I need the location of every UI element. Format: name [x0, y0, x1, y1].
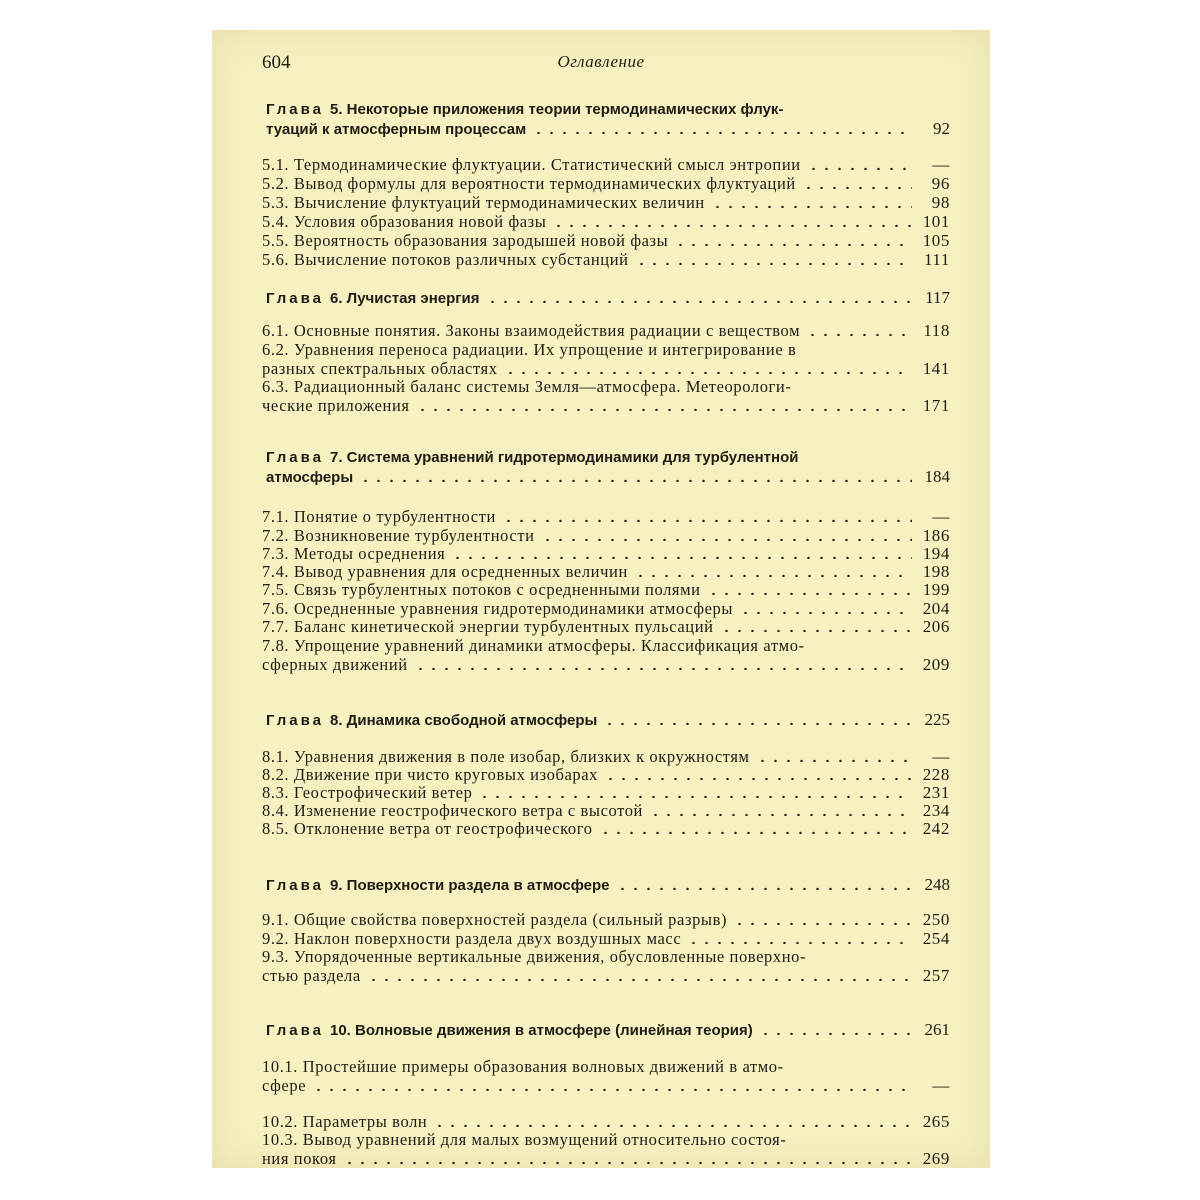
entry-page: 199	[922, 580, 950, 599]
dot-leader	[603, 713, 912, 725]
dot-leader	[504, 362, 912, 374]
dot-leader	[756, 750, 912, 762]
entry-page: 231	[922, 783, 950, 802]
chapter-title: 6. Лучистая энергия	[330, 290, 480, 307]
dot-leader	[634, 565, 912, 577]
spacer	[811, 639, 944, 651]
entry-line	[262, 637, 950, 656]
entry-line	[262, 194, 950, 213]
chapter-heading[interactable]	[266, 710, 950, 730]
toc-entry[interactable]	[262, 232, 950, 251]
running-title: Оглавление	[557, 52, 645, 71]
spacer	[812, 950, 944, 962]
chapter-title: 7. Система уравнений гидротермодинамики для турбулентной	[330, 449, 799, 466]
dot-leader	[687, 932, 912, 944]
dot-leader	[802, 177, 912, 189]
toc-entry[interactable]	[262, 508, 950, 527]
entry-page: 98	[931, 193, 950, 212]
entry-line	[262, 784, 950, 803]
entry-line	[262, 545, 950, 564]
chapter-prefix: Глава	[266, 1022, 324, 1039]
entry-title: 5.4. Условия образования новой фазы	[262, 212, 547, 231]
spacer	[792, 1133, 944, 1145]
toc-entry[interactable]	[262, 194, 950, 213]
entry-title: 5.1. Термодинамические флуктуации. Статистический смысл энтропии	[262, 155, 801, 174]
chapter-page: 92	[933, 119, 950, 138]
spacer	[797, 380, 944, 392]
toc-entry[interactable]	[262, 156, 950, 175]
entry-line	[262, 508, 950, 527]
entry-page: 206	[922, 617, 950, 636]
chapter-line	[266, 100, 950, 119]
entry-title: 5.2. Вывод формулы для вероятности термодинамических флуктуаций	[262, 174, 796, 193]
entry-line	[262, 967, 950, 986]
entry-title: 5.3. Вычисление флуктуаций термодинамических величин	[262, 193, 705, 212]
entry-title: 8.3. Геострофический ветер	[262, 783, 473, 802]
toc-entry[interactable]	[262, 911, 950, 930]
entry-title: 9.2. Наклон поверхности раздела двух воздушных масс	[262, 929, 682, 948]
entry-line	[262, 1077, 950, 1096]
entry-line	[262, 360, 950, 379]
entry-page: 96	[931, 174, 950, 193]
dot-leader	[359, 470, 912, 482]
dot-leader	[451, 547, 912, 559]
entry-page: 269	[922, 1148, 950, 1168]
entry-title: 10.1. Простейшие примеры образования волновых движений в атмо-	[262, 1057, 784, 1076]
entry-title: разных спектральных областях	[262, 358, 498, 378]
entry-page: 257	[922, 965, 950, 985]
entry-line	[262, 397, 950, 416]
dot-leader	[616, 878, 913, 890]
entry-title: 7.5. Связь турбулентных потоков с осредненными полями	[262, 580, 701, 599]
entry-title: 8.1. Уравнения движения в поле изобар, близких к окружностям	[262, 747, 750, 766]
chapter-title: 5. Некоторые приложения теории термодинамических флук-	[330, 101, 784, 118]
entry-line	[262, 251, 950, 270]
entry-line	[262, 748, 950, 767]
entry-title: 9.1. Общие свойства поверхностей раздела (сильный разрыв)	[262, 910, 728, 929]
chapter-title: 10. Волновые движения в атмосфере (линейная теория)	[330, 1022, 753, 1039]
entry-page: 111	[923, 250, 950, 269]
entry-page: 265	[922, 1112, 950, 1131]
entry-title: сферных движений	[262, 654, 408, 674]
chapter-title: атмосферы	[266, 469, 354, 486]
toc-entry[interactable]	[262, 527, 950, 546]
entry-title: 6.1. Основные понятия. Законы взаимодействия радиации с веществом	[262, 321, 801, 340]
chapter-page: 184	[924, 467, 950, 486]
entry-title: 7.6. Осредненные уравнения гидротермодинамики атмосферы	[262, 599, 734, 618]
dot-leader	[739, 602, 912, 614]
dot-leader	[759, 1023, 912, 1035]
entry-line	[262, 213, 950, 232]
entry-page: 118	[923, 321, 950, 340]
dot-leader	[541, 529, 912, 541]
dot-leader	[433, 1115, 912, 1127]
entry-line	[262, 581, 950, 600]
chapter-heading[interactable]	[266, 875, 950, 895]
toc-entry[interactable]	[262, 784, 950, 803]
toc-entry[interactable]	[262, 600, 950, 619]
toc-entry[interactable]	[262, 341, 950, 378]
entry-line	[262, 802, 950, 821]
book-page	[212, 30, 990, 1168]
entry-title: 8.5. Отклонение ветра от геострофического	[262, 819, 593, 838]
entry-line	[262, 948, 950, 967]
toc-entry[interactable]	[262, 175, 950, 194]
entry-line	[262, 341, 950, 360]
dot-leader	[478, 786, 912, 798]
chapter-page: 225	[924, 710, 950, 729]
entry-page: 234	[922, 801, 950, 820]
chapter-prefix: Глава	[266, 101, 324, 118]
chapter-heading[interactable]	[266, 1020, 950, 1040]
toc-entry[interactable]	[262, 378, 950, 415]
entry-title: сфере	[262, 1075, 307, 1095]
entry-page: 198	[922, 562, 950, 581]
entry-title: 10.2. Параметры волн	[262, 1112, 428, 1131]
dot-leader	[733, 913, 912, 925]
chapter-page: 261	[924, 1020, 950, 1039]
page-number: 604	[262, 52, 291, 73]
toc-entry[interactable]	[262, 802, 950, 821]
toc-entry[interactable]	[262, 1131, 950, 1168]
toc-entry[interactable]	[262, 766, 950, 785]
entry-line	[262, 911, 950, 930]
entry-page: 105	[922, 231, 950, 250]
toc-entry[interactable]	[262, 1113, 950, 1132]
entry-line	[262, 930, 950, 949]
entry-page: 101	[922, 212, 950, 231]
entry-line	[262, 766, 950, 785]
toc-entry[interactable]	[262, 820, 950, 839]
entry-title: 7.8. Упрощение уравнений динамики атмосферы. Классификация атмо-	[262, 636, 805, 655]
chapter-line	[266, 875, 950, 895]
dot-leader	[720, 620, 912, 632]
toc-entry[interactable]	[262, 322, 950, 341]
toc-entry[interactable]	[262, 930, 950, 949]
dot-leader	[649, 804, 912, 816]
entry-page: 171	[922, 395, 950, 415]
toc-entry[interactable]	[262, 545, 950, 564]
entry-page: 141	[922, 358, 950, 378]
entry-title: 6.3. Радиационный баланс системы Земля—атмосфера. Метеорологи-	[262, 377, 792, 396]
dot-leader	[552, 215, 912, 227]
entry-title: 5.6. Вычисление потоков различных субстанций	[262, 250, 629, 269]
entry-line	[262, 1131, 950, 1150]
dot-leader	[532, 122, 912, 134]
entry-line	[262, 378, 950, 397]
entry-line	[262, 232, 950, 251]
dot-leader	[502, 510, 912, 522]
entry-title: 5.5. Вероятность образования зародышей новой фазы	[262, 231, 669, 250]
chapter-line	[266, 448, 950, 467]
entry-title: 7.3. Методы осреднения	[262, 544, 446, 563]
entry-page: 228	[922, 765, 950, 784]
spacer	[790, 1060, 944, 1072]
entry-line	[262, 618, 950, 637]
chapter-heading[interactable]	[266, 448, 950, 487]
chapter-prefix: Глава	[266, 449, 324, 466]
entry-page: —	[932, 507, 950, 526]
entry-title: 7.4. Вывод уравнения для осредненных величин	[262, 562, 628, 581]
dot-leader	[711, 196, 912, 208]
entry-line	[262, 656, 950, 675]
dot-leader	[707, 583, 912, 595]
toc-entry[interactable]	[262, 581, 950, 600]
chapter-line	[266, 467, 950, 487]
entry-title: 9.3. Упорядоченные вертикальные движения, обусловленные поверхно-	[262, 947, 807, 966]
entry-page: —	[932, 747, 950, 766]
entry-page: 186	[922, 526, 950, 545]
dot-leader	[674, 234, 912, 246]
dot-leader	[343, 1152, 912, 1164]
toc-entry[interactable]	[262, 563, 950, 582]
chapter-prefix: Глава	[266, 712, 324, 729]
entry-line	[262, 1113, 950, 1132]
chapter-line	[266, 119, 950, 139]
entry-page: 209	[922, 654, 950, 674]
dot-leader	[312, 1079, 912, 1091]
entry-page: 254	[922, 929, 950, 948]
entry-title: ческие приложения	[262, 395, 410, 415]
entry-title: 10.3. Вывод уравнений для малых возмущений относительно состоя-	[262, 1130, 787, 1149]
toc-entry[interactable]	[262, 213, 950, 232]
entry-title: ния покоя	[262, 1148, 337, 1168]
entry-title: 7.1. Понятие о турбулентности	[262, 507, 496, 526]
entry-page: 242	[922, 819, 950, 838]
toc-entry[interactable]	[262, 251, 950, 270]
entry-line	[262, 322, 950, 341]
chapter-page: 117	[925, 288, 950, 307]
chapter-prefix: Глава	[266, 290, 324, 307]
dot-leader	[367, 969, 912, 981]
entry-line	[262, 156, 950, 175]
toc-entry[interactable]	[262, 618, 950, 637]
entry-line	[262, 563, 950, 582]
entry-line	[262, 1150, 950, 1169]
chapter-page: 248	[924, 875, 950, 894]
toc-entry[interactable]	[262, 637, 950, 674]
entry-line	[262, 600, 950, 619]
entry-page: —	[932, 1075, 950, 1095]
chapter-line	[266, 288, 950, 308]
chapter-heading[interactable]	[266, 100, 950, 139]
dot-leader	[599, 822, 912, 834]
dot-leader	[416, 399, 912, 411]
entry-line	[262, 527, 950, 546]
entry-title: 7.2. Возникновение турбулентности	[262, 526, 535, 545]
chapter-title: туаций к атмосферным процессам	[266, 121, 527, 138]
chapter-prefix: Глава	[266, 877, 324, 894]
chapter-line	[266, 1020, 950, 1040]
page-header	[212, 52, 990, 78]
dot-leader	[486, 291, 913, 303]
entry-title: 6.2. Уравнения переноса радиации. Их упрощение и интегрирование в	[262, 340, 797, 359]
chapter-heading[interactable]	[266, 288, 950, 308]
dot-leader	[414, 658, 912, 670]
entry-page: 204	[922, 599, 950, 618]
dot-leader	[604, 768, 912, 780]
entry-title: стью раздела	[262, 965, 361, 985]
dot-leader	[807, 158, 912, 170]
entry-line	[262, 1058, 950, 1077]
dot-leader	[635, 253, 912, 265]
entry-page: 250	[922, 910, 950, 929]
toc-entry[interactable]	[262, 948, 950, 985]
toc-entry[interactable]	[262, 1058, 950, 1095]
entry-line	[262, 820, 950, 839]
spacer	[802, 343, 944, 355]
entry-page: —	[932, 155, 950, 174]
entry-title: 8.2. Движение при чисто круговых изобарах	[262, 765, 599, 784]
dot-leader	[806, 324, 912, 336]
entry-title: 7.7. Баланс кинетической энергии турбулентных пульсаций	[262, 617, 714, 636]
chapter-title: 9. Поверхности раздела в атмосфере	[330, 877, 610, 894]
chapter-title: 8. Динамика свободной атмосферы	[330, 712, 598, 729]
entry-line	[262, 175, 950, 194]
chapter-line	[266, 710, 950, 730]
entry-page: 194	[922, 544, 950, 563]
entry-title: 8.4. Изменение геострофического ветра с высотой	[262, 801, 643, 820]
toc-entry[interactable]	[262, 748, 950, 767]
